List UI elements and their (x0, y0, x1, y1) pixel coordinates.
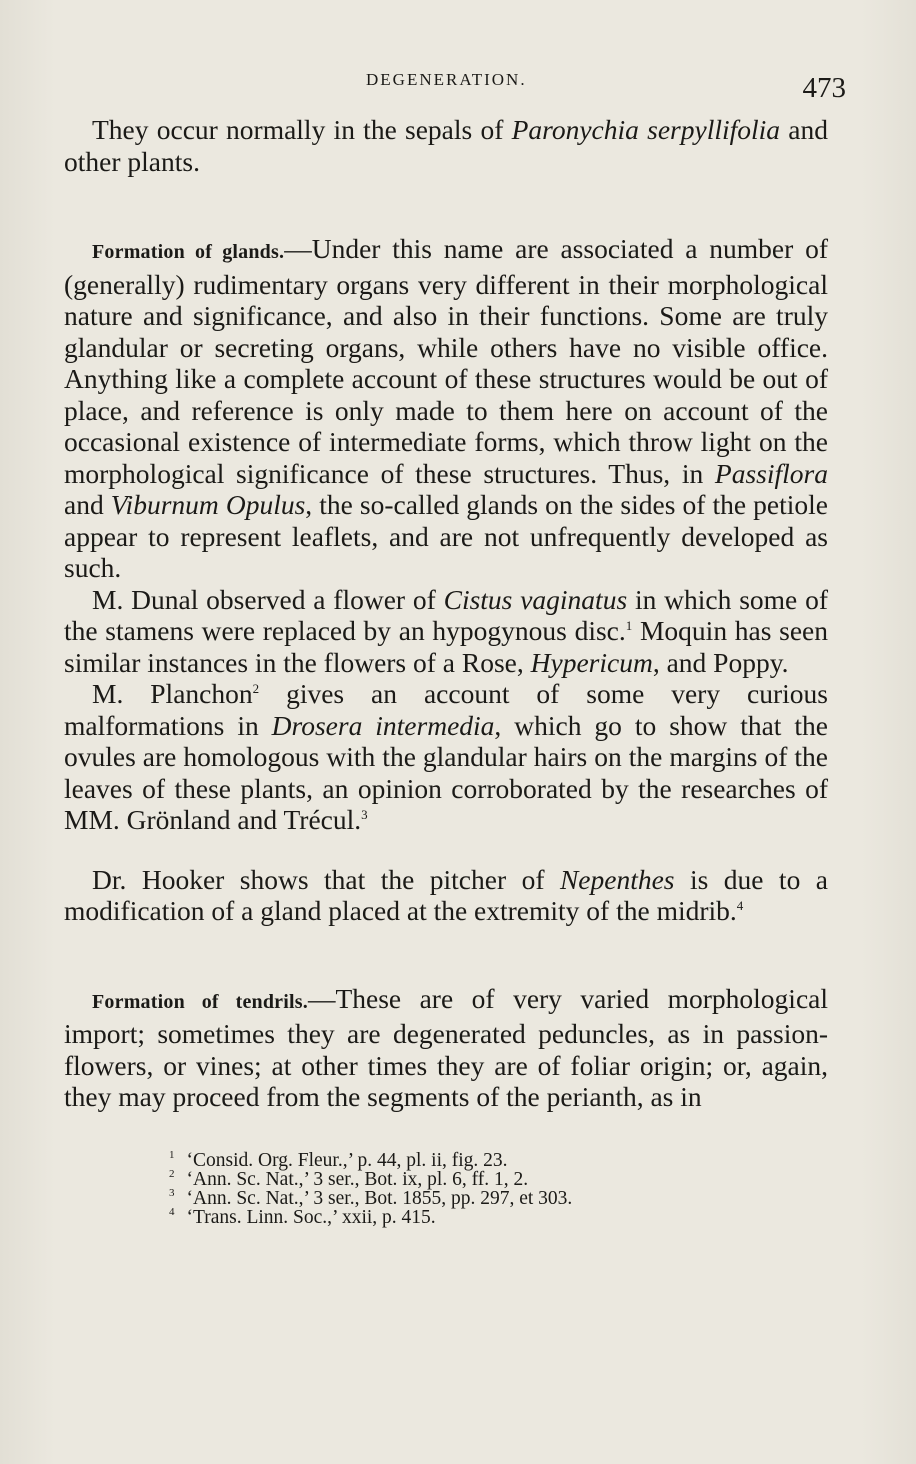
dunal-paragraph (64, 584, 828, 679)
footnote-text: ‘Consid. Org. Fleur.,’ p. 44, pl. ii, fig. 23. (186, 1149, 508, 1171)
glands-italic-passiflora: Passiflora (714, 457, 828, 489)
glands-text: —Under this name are associated a number of (generally) rudimentary organs very different in their morphological nature and significance, and also in their functions. Some are truly glandular or secreting organs, while others have no visible office. Anything like a complete account of these structures would be out of place, and reference is only made to them here on account of the occasional existence of intermediate forms, which throw light on the morphological significance of these structures. Thus, in (64, 233, 829, 489)
tendrils-heading: Formation of tendrils. (92, 990, 308, 1013)
footnotes (169, 1151, 828, 1227)
tendrils-paragraph (64, 983, 828, 1113)
glands-heading: Formation of glands. (92, 241, 285, 263)
footnote-2 (169, 1170, 828, 1189)
hooker-text: Dr. Hooker shows that the pitcher of (92, 863, 560, 895)
footnote-ref-1[interactable]: 1 (625, 617, 633, 633)
opening-text: They occur normally in the sepals of (92, 114, 512, 145)
opening-text-end: and other plants. (64, 114, 828, 177)
planchon-paragraph (64, 678, 828, 836)
dunal-text-3: Moquin has seen similar instances in the flowers of a Rose, (64, 615, 828, 678)
planchon-text-3: , which go to show that the ovules are homologous with the glandular hairs on the margins of the leaves of these plants, an opinion corroborated by the researches of MM. Grönland and Trécul. (64, 709, 828, 835)
opening-italic-species: Paronychia serpyllifolia (511, 114, 781, 145)
footnote-number: 3 (169, 1187, 175, 1199)
hooker-text-2: is due to a modification of a gland placed at the extremity of the midrib. (64, 863, 828, 926)
dunal-italic-cistus: Cistus vaginatus (443, 583, 628, 615)
opening-paragraph (64, 114, 828, 177)
footnote-text: ‘Trans. Linn. Soc.,’ xxii, p. 415. (186, 1206, 436, 1228)
footnote-ref-2[interactable]: 2 (252, 680, 260, 696)
planchon-italic-drosera: Drosera intermedia (271, 709, 495, 741)
footnote-4 (169, 1208, 828, 1227)
footnote-number: 1 (169, 1149, 175, 1161)
page-header (64, 62, 846, 114)
running-head: DEGENERATION. (366, 70, 527, 89)
dunal-italic-hypericum: Hypericum (530, 646, 653, 678)
footnote-3 (169, 1189, 828, 1208)
glands-paragraph (64, 233, 828, 584)
hooker-paragraph (64, 864, 828, 927)
glands-text-3: , the so-called glands on the sides of the petiole appear to represent leaflets, and are not unfrequently developed as such. (64, 489, 828, 583)
planchon-text-2: gives an account of some very curious malformations in (64, 678, 828, 741)
footnote-text: ‘Ann. Sc. Nat.,’ 3 ser., Bot. ix, pl. 6, ff. 1, 2. (186, 1168, 529, 1190)
planchon-text: M. Planchon (92, 678, 253, 709)
hooker-italic-nepenthes: Nepenthes (559, 863, 675, 895)
page-number: 473 (802, 72, 846, 104)
tendrils-text: —These are of very varied morphological import; sometimes they are degenerated peduncles, as in passion-flowers, or vines; at other times they are of foliar origin; or, again, they may proceed from the segments of the perianth, as in (64, 982, 829, 1112)
footnote-ref-4[interactable]: 4 (736, 897, 744, 913)
dunal-text-2: in which some of the stamens were replaced by an hypogynous disc. (64, 583, 828, 646)
footnote-ref-3[interactable]: 3 (361, 806, 368, 822)
dunal-text: M. Dunal observed a flower of (92, 583, 444, 615)
footnote-number: 2 (169, 1168, 175, 1180)
dunal-text-4: , and Poppy. (652, 646, 789, 678)
footnote-1 (169, 1151, 828, 1170)
glands-text-2: and (64, 489, 111, 520)
glands-italic-viburnum: Viburnum Opulus (110, 489, 306, 520)
footnote-number: 4 (169, 1206, 175, 1218)
footnote-text: ‘Ann. Sc. Nat.,’ 3 ser., Bot. 1855, pp. 297, et 303. (186, 1187, 573, 1209)
